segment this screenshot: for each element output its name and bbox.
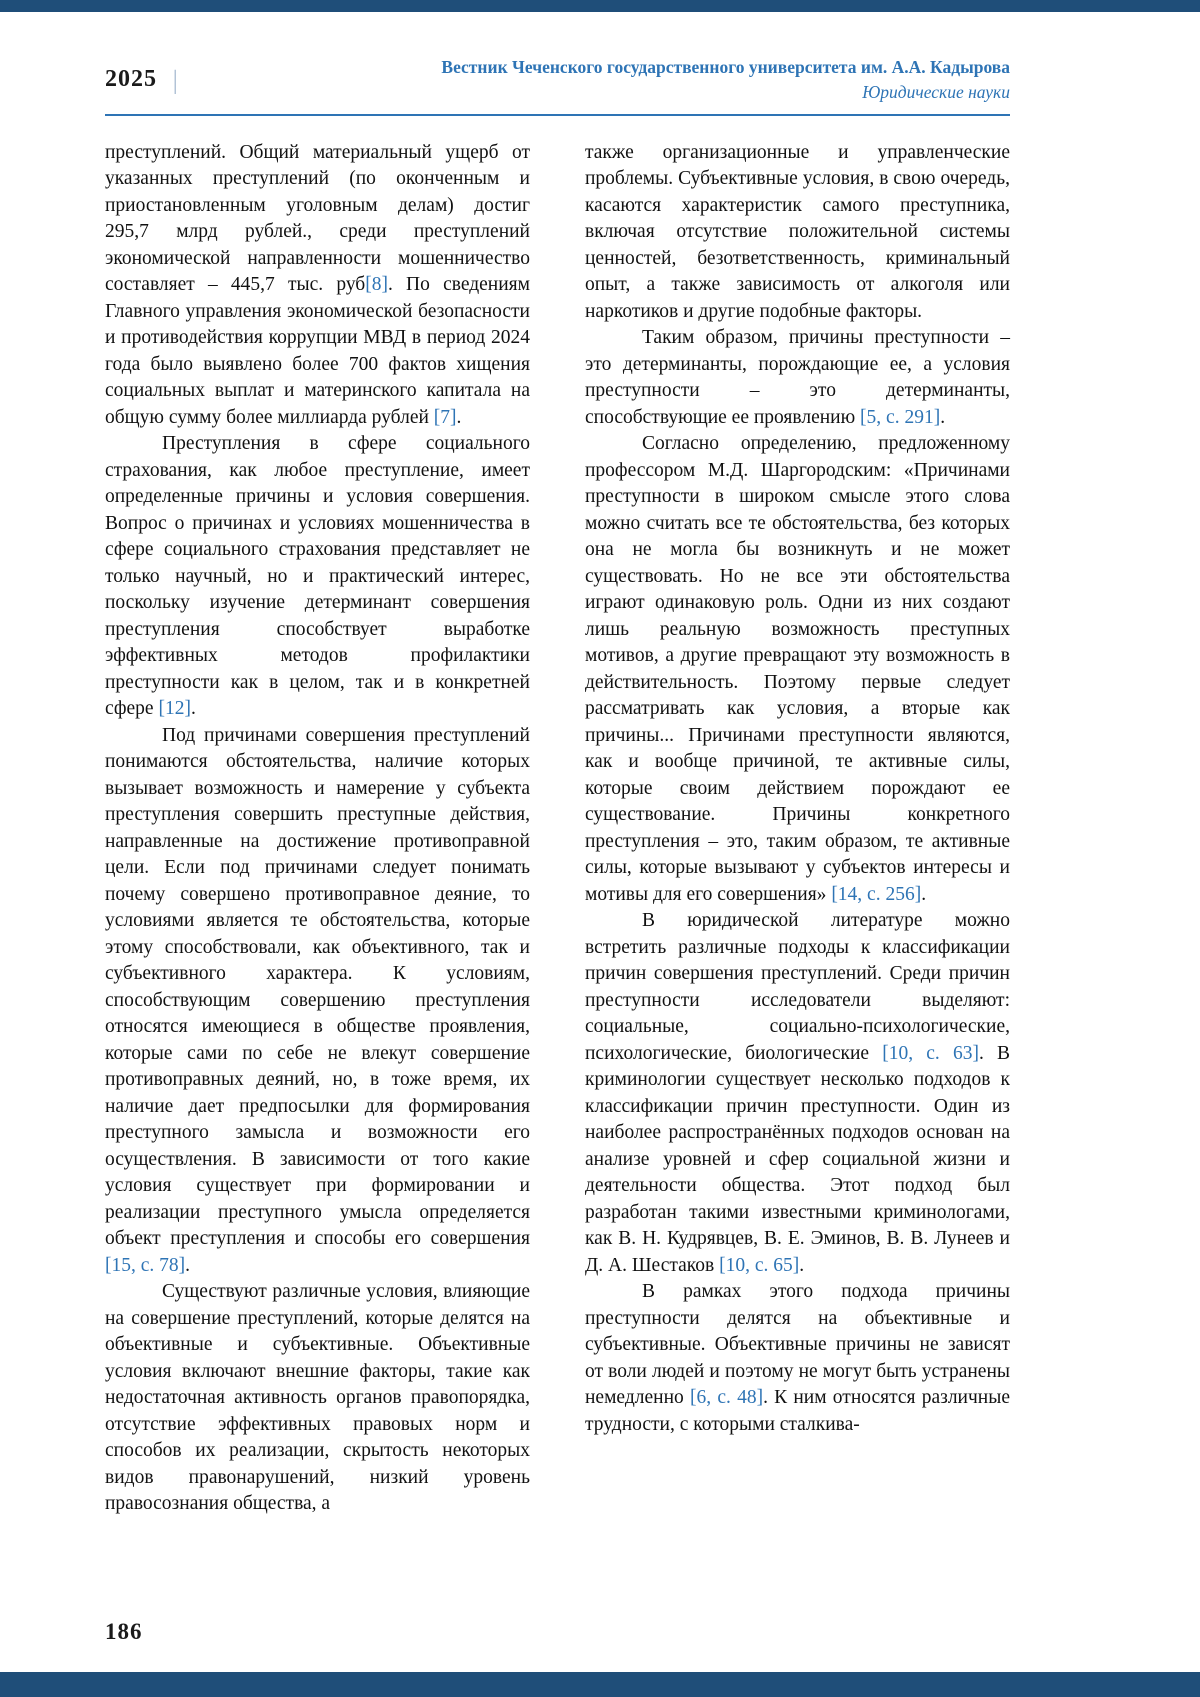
journal-section-label: Юридические науки (862, 81, 1010, 102)
paragraph: Таким образом, причины преступности – это детерминанты, порождающие ее, а условия преступности – это детерминанты, способствующие ее проявлению [5, с. 291]. (585, 327, 1010, 428)
citation: [5, с. 291] (860, 406, 941, 428)
journal-title: Вестник Чеченского государственного университета им. А.А. Кадырова (441, 57, 1010, 77)
paragraph: преступлений. Общий материальный ущерб от указанных преступлений (по оконченным и приостановленным уголовным делам) достиг 295,7 млрд рублей., среди преступлений экономической направленности мошенничество составляет – 445,7 тыс. руб[8]. По сведениям Главного управления экономической безопасности и противодействия коррупции МВД в период 2024 года было выявлено более 700 фактов хищения социальных выплат и материнского капитала на общую сумму более миллиарда рублей [7]. (105, 141, 530, 428)
citation: [10, с. 63] (882, 1042, 979, 1064)
paragraph: В юридической литературе можно встретить различные подходы к классификации причин совершения преступлений. Среди причин преступности исследователи выделяют: социальные, социально-психологические, психологические, биологические [10, с. 63]. В криминологии существует несколько подходов к классификации причин преступности. Один из наиболее распространённых подходов основан на анализе уровней и сфер социальной жизни и деятельности общества. Этот подход был разработан такими известными криминологами, как В. Н. Кудрявцев, В. Е. Эминов, В. В. Лунеев и Д. А. Шестаков [10, с. 65]. (585, 910, 1010, 1276)
paragraph: Преступления в сфере социального страхования, как любое преступление, имеет определенные причины и условия совершения. Вопрос о причинах и условиях мошенничества в сфере социального страхования представляет не только научный, но и практический интерес, поскольку изучение детерминант совершения преступления способствует выработке эффективных методов профилактики преступности как в целом, так и в конкретней сфере [12]. (105, 433, 530, 719)
paragraph: В рамках этого подхода причины преступности делятся на объективные и субъективные. Объективные причины не зависят от воли людей и поэтому не могут быть устранены немедленно [6, с. 48]. К ним относятся различные трудности, с которыми сталкива- (585, 1281, 1010, 1435)
citation: [15, с. 78] (105, 1254, 186, 1276)
header-divider: | (173, 64, 178, 95)
page-number: 186 (105, 1619, 143, 1644)
year-label: 2025 (105, 66, 157, 93)
citation: [7] (433, 406, 457, 428)
citation: [8] (365, 274, 388, 295)
citation: [10, с. 65] (719, 1254, 800, 1276)
citation: [14, с. 256] (831, 883, 922, 905)
article-body (0, 116, 1200, 1518)
page-header (0, 0, 1200, 104)
citation: [12] (158, 698, 191, 719)
citation: [6, с. 48] (689, 1387, 764, 1408)
right-column (585, 140, 1010, 1518)
paragraph: Под причинами совершения преступлений понимаются обстоятельства, наличие которых вызывает возможность и намерение у субъекта преступления совершить преступные действия, направленные на достижение противоправной цели. Если под причинами следует понимать почему совершено противоправное деяние, то условиями является те обстоятельства, которые этому способствовали, как объективного, так и субъективного характера. К условиям, способствующим совершению преступления относятся имеющиеся в обществе проявления, которые сами по себе не влекут совершение противоправных деяний, но, в тоже время, их наличие дает предпосылки для формирования преступного замысла и возможности его осуществления. В зависимости от того какие условия существует при формировании и реализации преступного умысла определяется объект преступления и способы его совершения [15, с. 78]. (105, 724, 530, 1276)
bottom-accent-bar (0, 1672, 1200, 1697)
journal-block (441, 56, 1010, 104)
left-column (105, 140, 530, 1518)
page-footer (105, 1619, 143, 1645)
year-block (105, 66, 177, 93)
paragraph: также организационные и управленческие проблемы. Субъективные условия, в свою очередь, касаются характеристик самого преступника, включая отсутствие положительной системы ценностей, безответственность, криминальный опыт, а также зависимость от алкоголя или наркотиков и другие подобные факторы. (585, 141, 1010, 322)
paragraph: Согласно определению, предложенному профессором М.Д. Шаргородским: «Причинами преступности в широком смысле этого слова можно считать все те обстоятельства, без которых она не могла бы возникнуть и не может существовать. Но не все эти обстоятельства играют одинаковую роль. Одни из них создают лишь реальную возможность преступных мотивов, а другие превращают эту возможность в действительность. Поэтому первые следует рассматривать как условия, а вторые как причины... Причинами преступности являются, как и вообще причиной, те активные силы, которые своим действием порождают ее существование. Причины конкретного преступления – это, таким образом, те активные силы, которые вызывают у субъектов интересы и мотивы для его совершения» [14, с. 256]. (585, 433, 1010, 905)
top-accent-bar (0, 0, 1200, 12)
paragraph: Существуют различные условия, влияющие на совершение преступлений, которые делятся на объективные и субъективные. Объективные условия включают внешние факторы, такие как недостаточная активность органов правопорядка, отсутствие эффективных правовых норм и способов их реализации, скрытость некоторых видов правонарушений, низкий уровень правосознания общества, а (105, 1281, 530, 1514)
